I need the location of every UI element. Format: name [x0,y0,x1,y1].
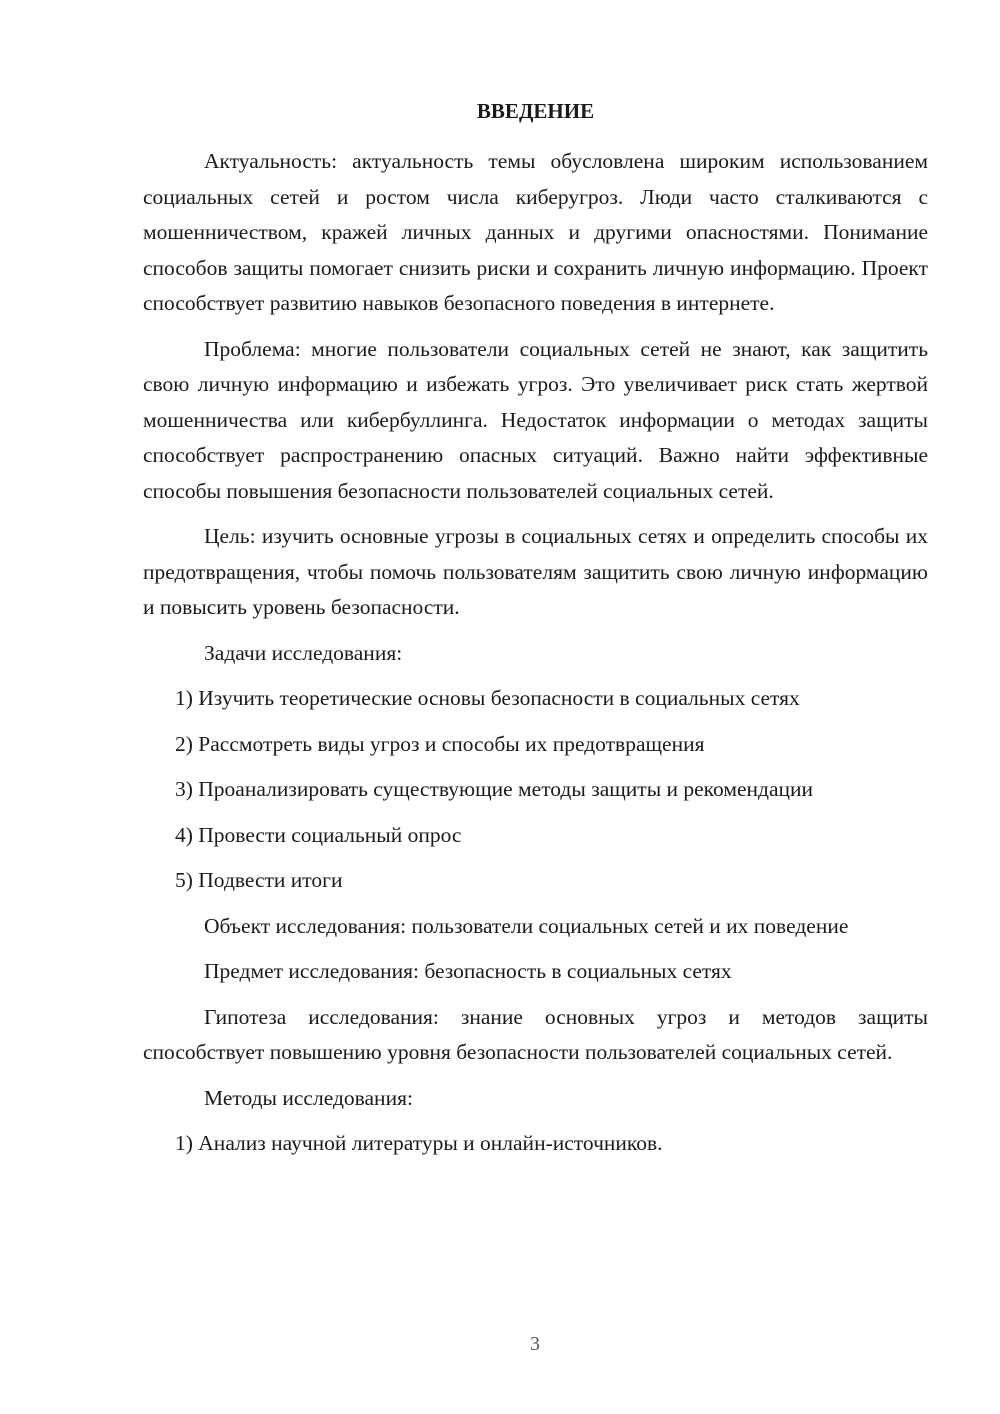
paragraph-goal: Цель: изучить основные угрозы в социальных сетях и определить способы их предотвращения, чтобы помочь пользователям защитить свою личную информацию и повысить уровень безопасности. [143,524,928,619]
methods-list [143,1126,928,1162]
list-item: 1) Анализ научной литературы и онлайн-источников. [175,1131,663,1155]
list-item: 3) Проанализировать существующие методы защиты и рекомендации [175,777,814,801]
list-item: 5) Подвести итоги [175,868,343,892]
list-item: 1) Изучить теоретические основы безопасности в социальных сетях [175,686,800,710]
list-item: 2) Рассмотреть виды угроз и способы их предотвращения [175,731,705,756]
page-number: 3 [530,1333,540,1355]
paragraph-problem: Проблема: многие пользователи социальных сетей не знают, как защитить свою личную информацию и избежать угроз. Это увеличивает риск стать жертвой мошенничества или кибербуллинга. Недостаток информации о методах защиты способствует распространению опасных ситуаций. Важно найти эффективные способы повышения безопасности пользователей социальных сетей. [143,336,928,503]
section-title: ВВЕДЕНИЕ [476,99,595,123]
paragraph-subject: Предмет исследования: безопасность в социальных сетях [204,959,732,983]
methods-heading: Методы исследования: [204,1085,413,1110]
paragraph-relevance: Актуальность: актуальность темы обусловлена широким использованием социальных сетей и ростом числа киберугроз. Люди часто сталкиваются с мошенничеством, кражей личных данных и другими опасностями. Понимание способов защиты помогает снизить риски и сохранить личную информацию. Проект способствует развитию навыков безопасного поведения в интернете. [143,149,928,315]
paragraph-object: Объект исследования: пользователи социальных сетей и их поведение [204,913,849,938]
paragraph-hypothesis: Гипотеза исследования: знание основных угроз и методов защиты способствует повышению уровня безопасности пользователей социальных сетей. [143,1004,928,1064]
tasks-heading: Задачи исследования: [204,640,403,665]
list-item: 4) Провести социальный опрос [175,822,462,847]
tasks-list [143,681,928,899]
document-page [143,96,928,1172]
